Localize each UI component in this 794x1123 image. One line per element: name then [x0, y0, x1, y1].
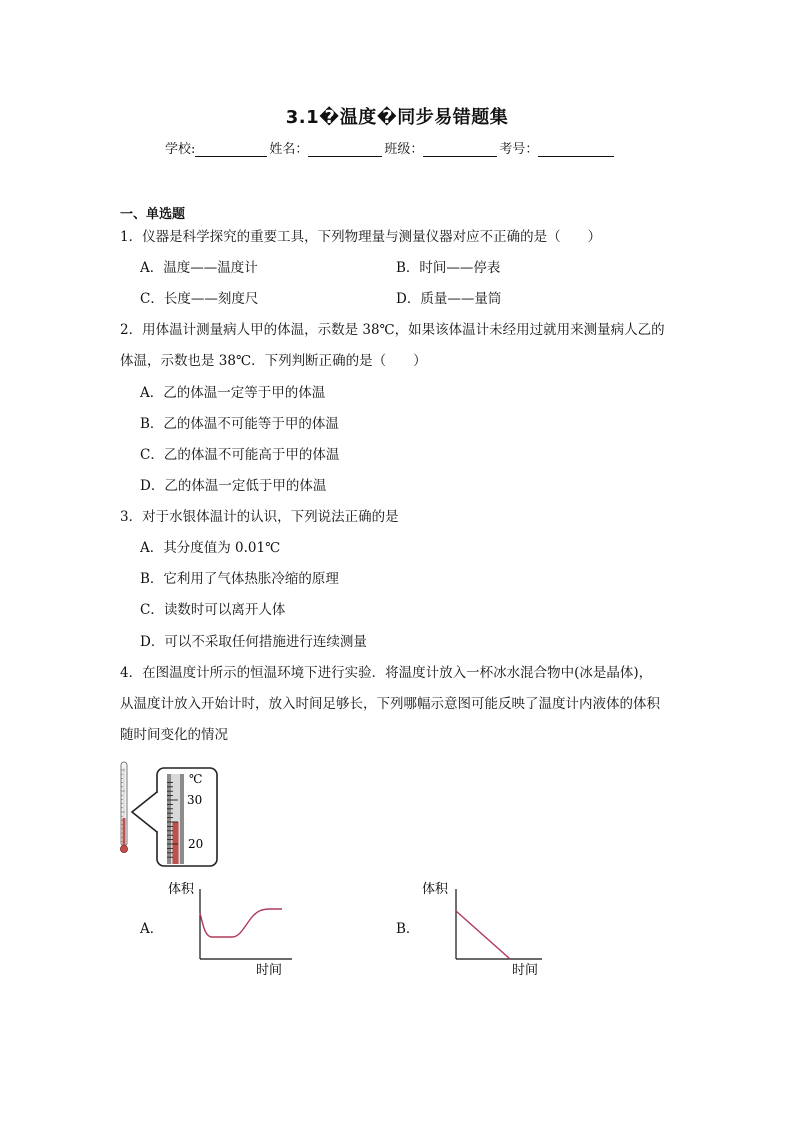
y-axis-label: 体积: [168, 882, 195, 897]
zoomed-liquid-column: [173, 822, 179, 864]
name-label: 姓名：: [269, 142, 309, 157]
q3-option-c[interactable]: C．读数时可以离开人体: [140, 602, 286, 618]
tick-label-30: 30: [187, 793, 203, 807]
q1-stem: 1．仪器是科学探究的重要工具，下列物理量与测量仪器对应不正确的是（ ）: [120, 229, 602, 245]
q4-stem-line2: 从温度计放入开始计时，放入时间足够长，下列哪幅示意图可能反映了温度计内液体的体积: [120, 696, 660, 712]
graph-option-a[interactable]: [160, 875, 300, 980]
q3-stem: 3．对于水银体温计的认识，下列说法正确的是: [120, 509, 399, 525]
q2-option-a[interactable]: A．乙的体温一定等于甲的体温: [140, 385, 326, 401]
tick-label-20: 20: [188, 837, 204, 851]
q4-option-a-label[interactable]: A．: [140, 921, 164, 937]
x-axis-label: 时间: [512, 963, 539, 978]
section-heading: 一、单选题: [120, 207, 186, 222]
q1-option-a[interactable]: A．温度——温度计: [140, 260, 258, 276]
volume-line-b: [456, 911, 510, 959]
q1-option-c[interactable]: C．长度——刻度尺: [140, 291, 259, 307]
class-blank[interactable]: [423, 142, 497, 157]
callout-pointer: [132, 792, 157, 832]
student-info-row: [165, 138, 635, 157]
q2-stem-line2: 体温，示数也是 38℃．下列判断正确的是（ ）: [120, 353, 427, 369]
q3-option-a[interactable]: A．其分度值为 0.01℃: [140, 540, 281, 556]
thermometer-liquid: [123, 818, 126, 845]
thermometer-bulb: [120, 845, 127, 852]
graph-option-b[interactable]: [418, 875, 558, 980]
unit-label: ℃: [189, 772, 203, 786]
q4-option-b-label[interactable]: B．: [396, 921, 420, 937]
q2-option-b[interactable]: B．乙的体温不可能等于甲的体温: [140, 416, 339, 432]
q3-option-b[interactable]: B．它利用了气体热胀冷缩的原理: [140, 571, 339, 587]
school-label: 学校:: [165, 142, 196, 157]
q1-option-b[interactable]: B．时间——停表: [396, 260, 501, 276]
q3-option-d[interactable]: D．可以不采取任何措施进行连续测量: [140, 634, 367, 650]
class-label: 班级：: [384, 142, 424, 157]
page-title: 3.1�温度�同步易错题集: [285, 107, 509, 128]
name-blank[interactable]: [308, 142, 382, 157]
number-blank[interactable]: [538, 142, 614, 157]
number-label: 考号：: [499, 142, 539, 157]
q2-option-c[interactable]: C．乙的体温不可能高于甲的体温: [140, 447, 340, 463]
thermometer-figure: [110, 758, 225, 870]
volume-curve-a: [200, 909, 282, 937]
q1-option-d[interactable]: D．质量——量筒: [396, 291, 502, 307]
zoom-callout: [157, 768, 217, 866]
q2-stem-line1: 2．用体温计测量病人甲的体温，示数是 38℃，如果该体温计未经用过就用来测量病人乙的: [120, 322, 665, 338]
x-axis-label: 时间: [256, 963, 283, 978]
q4-stem-line3: 随时间变化的情况: [120, 727, 228, 743]
q2-option-d[interactable]: D．乙的体温一定低于甲的体温: [140, 478, 327, 494]
y-axis-label: 体积: [422, 882, 449, 897]
q4-stem-line1: 4．在图温度计所示的恒温环境下进行实验．将温度计放入一杯冰水混合物中(冰是晶体)，: [120, 665, 653, 681]
school-blank[interactable]: [195, 142, 267, 157]
